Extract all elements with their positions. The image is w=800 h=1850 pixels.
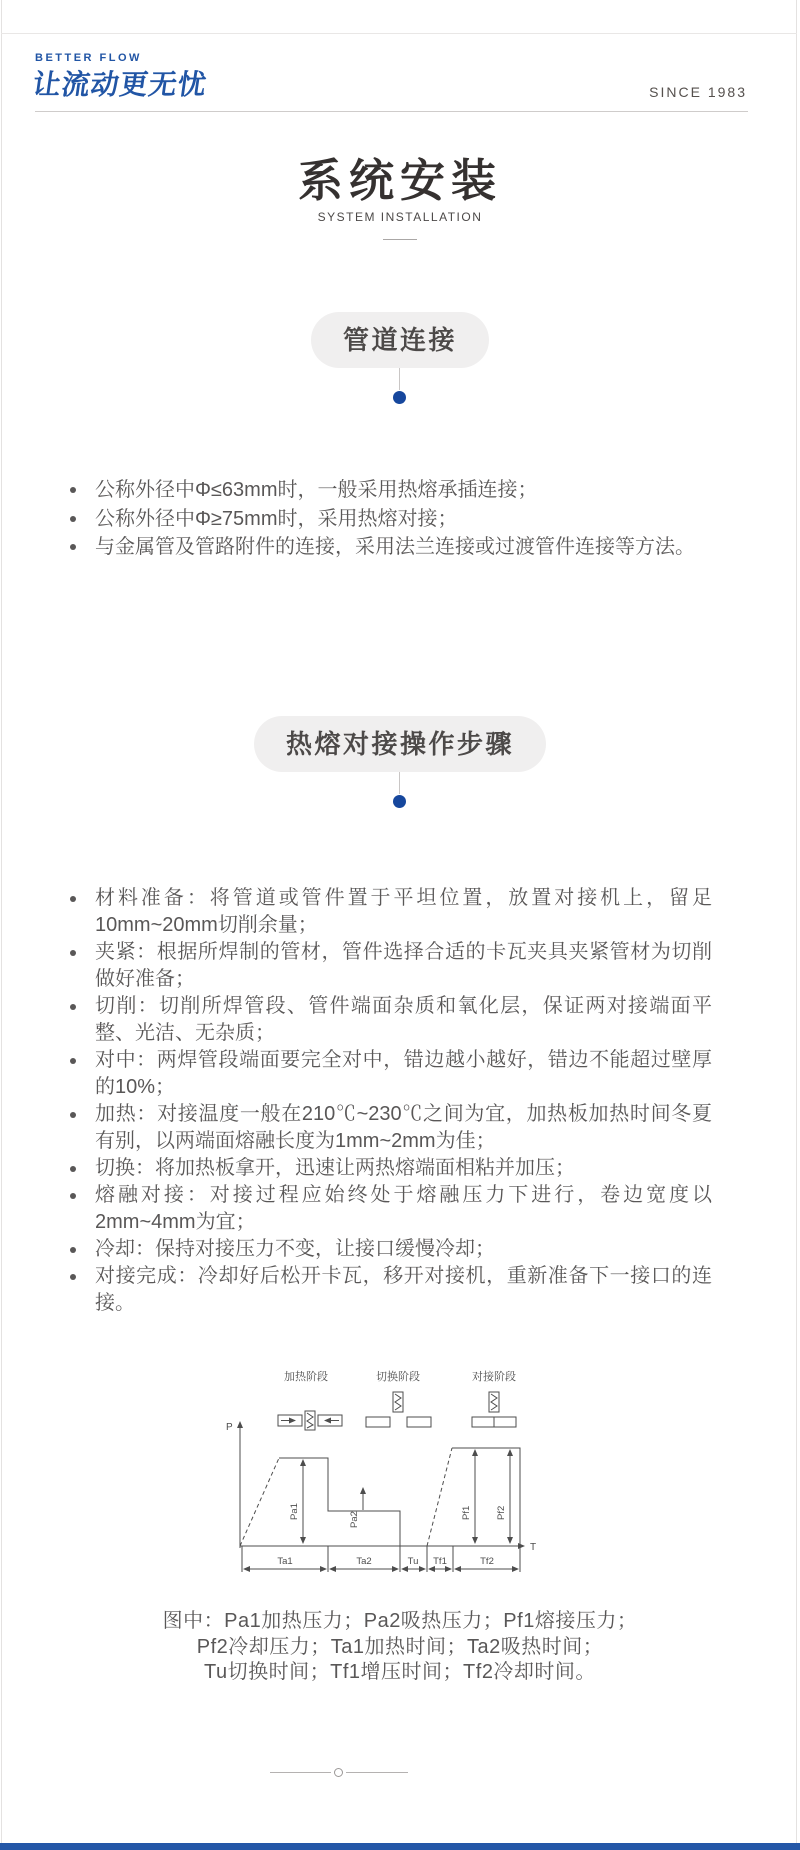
brand-logo: 让流动更无忧 xyxy=(30,69,209,100)
page-title: 系统安装 xyxy=(297,155,502,206)
pressure-ramp-2 xyxy=(427,1448,452,1546)
connector-line xyxy=(399,368,400,390)
list-item: 熔融对接：对接过程应始终处于熔融压力下进行，卷边宽度以2mm~4mm为宜； xyxy=(62,1182,712,1236)
t-axis-label: T xyxy=(530,1542,537,1553)
brand-tagline: BETTER FLOW xyxy=(35,52,142,64)
connector-dot xyxy=(393,391,406,404)
caption-line: 图中：Pa1加热压力；Pa2吸热压力；Pf1熔接压力； xyxy=(162,1610,638,1632)
title-underline xyxy=(383,239,417,240)
list-item: 切换：将加热板拿开，迅速让两热熔端面相粘并加压； xyxy=(62,1155,712,1182)
tu-label: Tu xyxy=(407,1556,419,1567)
pressure-time-diagram-svg xyxy=(160,1358,540,1608)
ta1-label: Ta1 xyxy=(277,1556,293,1567)
phase-label-switching: 切换阶段 xyxy=(376,1371,420,1383)
pa1-label: Pa1 xyxy=(289,1503,300,1520)
page-subtitle: SYSTEM INSTALLATION xyxy=(317,210,483,224)
list-item: 对接完成：冷却好后松开卡瓦，移开对接机，重新准备下一接口的连接。 xyxy=(62,1263,712,1317)
list-item: 公称外径中Φ≥75mm时，采用热熔对接； xyxy=(62,505,712,534)
list-item: 加热：对接温度一般在210℃~230℃之间为宜，加热板加热时间冬夏有别，以两端面熔融长度为1mm~2mm为佳； xyxy=(62,1101,712,1155)
divider-circle-icon xyxy=(334,1768,343,1777)
joining-phase-icon xyxy=(472,1392,516,1427)
bottom-accent-bar xyxy=(0,1843,800,1850)
pressure-curve-1 xyxy=(279,1458,400,1546)
footer-divider xyxy=(270,1768,408,1777)
connector-dot xyxy=(393,795,406,808)
list-item: 冷却：保持对接压力不变，让接口缓慢冷却； xyxy=(62,1236,712,1263)
page-edge-right xyxy=(796,0,797,1850)
list-item: 对中：两焊管段端面要完全对中，错边越小越好，错边不能超过壁厚的10%； xyxy=(62,1047,712,1101)
p-axis-label: P xyxy=(226,1422,233,1433)
pipe-connection-list xyxy=(62,476,712,562)
figure-caption xyxy=(0,1609,800,1686)
fusion-steps-list xyxy=(62,885,712,1317)
pa2-label: Pa2 xyxy=(349,1511,360,1528)
divider-line xyxy=(346,1772,408,1773)
phase-label-heating: 加热阶段 xyxy=(284,1371,328,1383)
connector-line xyxy=(399,772,400,794)
pressure-ramp-1 xyxy=(240,1458,279,1546)
header-divider xyxy=(35,111,748,112)
page-edge-top xyxy=(1,33,797,34)
heating-phase-icon xyxy=(278,1411,342,1430)
divider-line xyxy=(270,1772,331,1773)
list-item: 材料准备：将管道或管件置于平坦位置，放置对接机上，留足10mm~20mm切削余量； xyxy=(62,885,712,939)
page-edge-left xyxy=(1,0,2,1850)
list-item: 公称外径中Φ≤63mm时，一般采用热熔承插连接； xyxy=(62,476,712,505)
switching-phase-icon xyxy=(366,1392,431,1427)
list-item: 切削：切削所焊管段、管件端面杂质和氧化层，保证两对接端面平整、光洁、无杂质； xyxy=(62,993,712,1047)
section-badge-pipe-connection: 管道连接 xyxy=(311,312,489,368)
tf2-label: Tf2 xyxy=(480,1556,494,1567)
caption-line: Pf2冷却压力；Ta1加热时间；Ta2吸热时间； xyxy=(196,1635,604,1658)
pf1-label: Pf1 xyxy=(461,1505,472,1520)
list-item: 与金属管及管路附件的连接，采用法兰连接或过渡管件连接等方法。 xyxy=(62,533,712,562)
pf2-label: Pf2 xyxy=(496,1505,507,1520)
pressure-time-figure xyxy=(160,1358,540,1608)
ta2-label: Ta2 xyxy=(356,1556,372,1567)
tf1-label: Tf1 xyxy=(433,1556,447,1567)
section-badge-fusion-steps: 热熔对接操作步骤 xyxy=(254,716,546,772)
caption-line: Tu切换时间；Tf1增压时间；Tf2冷却时间。 xyxy=(204,1661,596,1683)
phase-label-joining: 对接阶段 xyxy=(472,1371,516,1383)
since-label: SINCE 1983 xyxy=(649,84,747,100)
list-item: 夹紧：根据所焊制的管材，管件选择合适的卡瓦夹具夹紧管材为切削做好准备； xyxy=(62,939,712,993)
